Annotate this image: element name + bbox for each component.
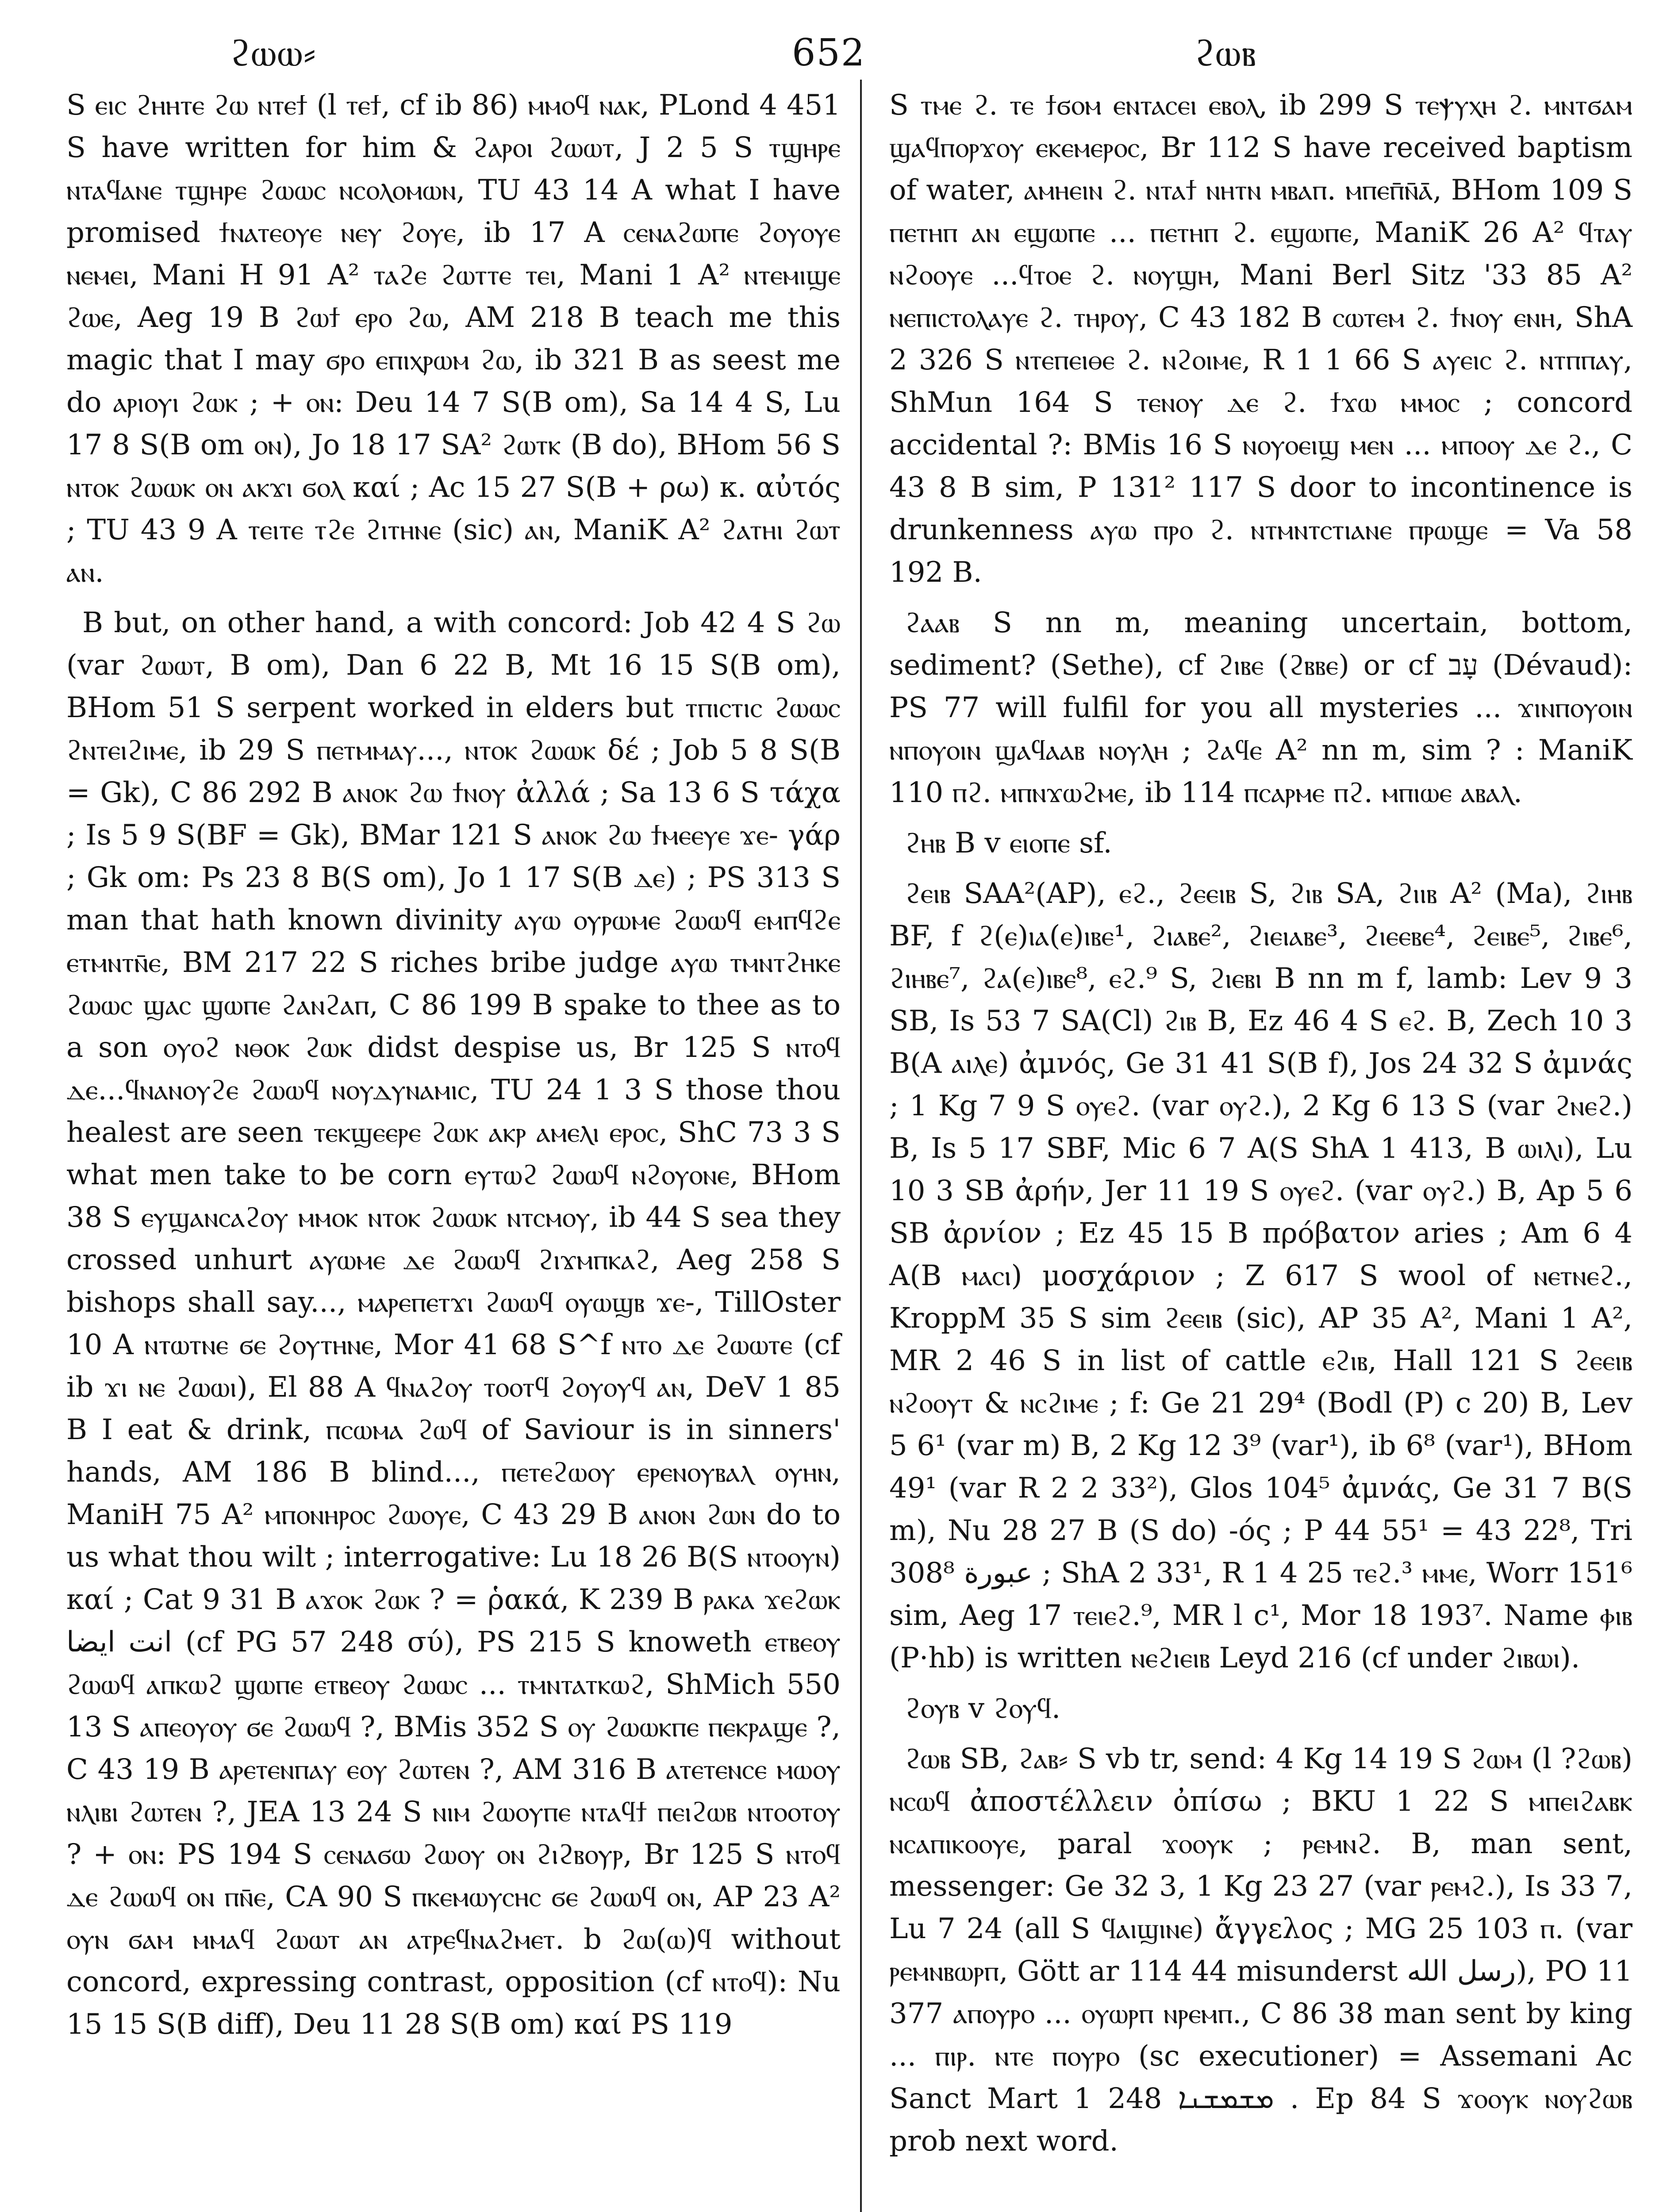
entry-paragraph: B but, on other hand, a with concord: Job 42 4 S ϩⲱ (var ϩⲱⲱⲧ, B om), Dan 6 22 B, Mt 16 15 S(B om), BHom 51 S serpent worked in elders but ⲧⲡⲓⲥⲧⲓⲥ ϩⲱⲱⲥ ϩⲛⲧⲉⲓϩⲓⲙⲉ, ib 29 S ⲡⲉⲧⲙⲙⲁⲩ..., ⲛⲧⲟⲕ ϩⲱⲱⲕ δέ ; Job 5 8 S(B = Gk), C 86 292 B ⲁⲛⲟⲕ ϩⲱ ϯⲛⲟⲩ ἀλλά ; Sa 13 6 S τάχα ; Is 5 9 S(BF = Gk), BMar 121 S ⲁⲛⲟⲕ ϩⲱ ϯⲙⲉⲉⲩⲉ ϫⲉ- γάρ ; Gk om: Ps 23 8 B(S om), Jo 1 17 S(B ⲇⲉ) ; PS 313 S man that hath known divinity ⲁⲩⲱ ⲟⲩⲣⲱⲙⲉ ϩⲱⲱϥ ⲉⲙⲡϥϩⲉ ⲉⲧⲙⲛⲧⲛ̄ⲉ, BM 217 22 S riches bribe judge ⲁⲩⲱ ⲧⲙⲛⲧϩⲏⲕⲉ ϩⲱⲱⲥ ϣⲁⲥ ϣⲱⲡⲉ ϩⲁⲛϩⲁⲡ, C 86 199 B spake to thee as to a son ⲟⲩⲟϩ ⲛⲑⲟⲕ ϩⲱⲕ didst despise us, Br 125 S ⲛⲧⲟϥ ⲇⲉ...ϥⲛⲁⲛⲟⲩϩⲉ ϩⲱⲱϥ ⲛⲟⲩⲇⲩⲛⲁⲙⲓⲥ, TU 24 1 3 S those thou healest are seen ⲧⲉⲕϣⲉⲉⲣⲉ ϩⲱⲕ ⲁⲕⲣ ⲁⲙⲉⲗⲓ ⲉⲣⲟⲥ, ShC 73 3 S what men take to be corn ⲉⲩⲧⲱϩ ϩⲱⲱϥ ⲛϩⲟⲩⲟⲛⲉ, BHom 38 S ⲉⲩϣⲁⲛⲥⲁϩⲟⲩ ⲙⲙⲟⲕ ⲛⲧⲟⲕ ϩⲱⲱⲕ ⲛⲧⲥⲙⲟⲩ, ib 44 S sea they crossed unhurt ⲁⲩⲱⲙⲉ ⲇⲉ ϩⲱⲱϥ ϩⲓϫⲙⲡⲕⲁϩ, Aeg 258 S bishops shall say..., ⲙⲁⲣⲉⲡⲉⲧϫⲓ ϩⲱⲱϥ ⲟⲩⲱϣⲃ ϫⲉ-, TillOster 10 A ⲛⲧⲱⲧⲛⲉ ϭⲉ ϩⲟⲩⲧⲏⲛⲉ, Mor 41 68 S^f ⲛⲧⲟ ⲇⲉ ϩⲱⲱⲧⲉ (cf ib ϫⲓ ⲛⲉ ϩⲱⲱⲓ), El 88 A ϥⲛⲁϩⲟⲩ ⲧⲟⲟⲧϥ ϩⲟⲩⲟⲩϥ ⲁⲛ, DeV 1 85 B I eat & drink, ⲡⲥⲱⲙⲁ ϩⲱϥ of Saviour is in sinners' hands, AM 186 B blind..., ⲡⲉⲧⲉϩⲱⲟⲩ ⲉⲣⲉⲛⲟⲩⲃⲁⲗ ⲟⲩⲏⲛ, ManiH 75 A² ⲙⲡⲟⲛⲏⲣⲟⲥ ϩⲱⲟⲩⲉ, C 43 29 B ⲁⲛⲟⲛ ϩⲱⲛ do to us what thou wilt ; interrogative: Lu 18 26 B(S ⲛⲧⲟⲟⲩⲛ) καί ; Cat 9 31 B ⲁϫⲟⲕ ϩⲱⲕ ? = ῥακά, K 239 B ⲣⲁⲕⲁ ϫⲉϩⲱⲕ انت ايضا (cf PG 57 248 σύ), PS 215 S knoweth ⲉⲧⲃⲉⲟⲩ ϩⲱⲱϥ ⲁⲡⲕⲱϩ ϣⲱⲡⲉ ⲉⲧⲃⲉⲟⲩ ϩⲱⲱⲥ ... ⲧⲙⲛⲧⲁⲧⲕⲱϩ, ShMich 550 13 S ⲁⲡⲉⲟⲩⲟⲩ ϭⲉ ϩⲱⲱϥ ?, BMis 352 S ⲟⲩ ϩⲱⲱⲕⲡⲉ ⲡⲉⲕⲣⲁϣⲉ ?, C 43 19 B ⲁⲣⲉⲧⲉⲛⲡⲁⲩ ⲉⲟⲩ ϩⲱⲧⲉⲛ ?, AM 316 B ⲁⲧⲉⲧⲉⲛⲥⲉ ⲙⲱⲟⲩ ⲛⲗⲓⲃⲓ ϩⲱⲧⲉⲛ ?, JEA 13 24 S ⲛⲓⲙ ϩⲱⲟⲩⲡⲉ ⲛⲧⲁϥϯ ⲡⲉⲓϩⲱⲃ ⲛⲧⲟⲟⲧⲟⲩ ? + ⲟⲛ: PS 194 S ⲥⲉⲛⲁϭⲱ ϩⲱⲟⲩ ⲟⲛ ϩⲓϩⲃⲟⲩⲣ, Br 125 S ⲛⲧⲟϥ ⲇⲉ ϩⲱⲱϥ ⲟⲛ ⲡⲛ̄ⲉ, CA 90 S ⲡⲕⲉⲙⲱⲩⲥⲏⲥ ϭⲉ ϩⲱⲱϥ ⲟⲛ, AP 23 A² ⲟⲩⲛ ϭⲁⲙ ⲙⲙⲁϥ ϩⲱⲱⲧ ⲁⲛ ⲁⲧⲣⲉϥⲛⲁϩⲙⲉⲧ. b ϩⲱ(ⲱ)ϥ without concord, expressing contrast, opposition (cf ⲛⲧⲟϥ): Nu 15 15 S(B diff), Deu 11 28 S(B om) καί PS 119 (66, 607, 841, 2041)
entry-paragraph: S ⲉⲓⲥ ϩⲏⲏⲧⲉ ϩⲱ ⲛⲧⲉϯ (l ⲧⲉϯ, cf ib 86) ⲙⲙⲟϥ ⲛⲁⲕ, PLond 4 451 S have written for him & ϩⲁⲣⲟⲓ ϩⲱⲱⲧ, J 2 5 S ⲧϣⲏⲣⲉ ⲛⲧⲁϥⲁⲛⲉ ⲧϣⲏⲣⲉ ϩⲱⲱⲥ ⲛⲥⲟⲗⲟⲙⲱⲛ, TU 43 14 A what I have promised ϯⲛⲁⲧⲉⲟⲩⲉ ⲛⲉⲩ ϩⲟⲩⲉ, ib 17 A ⲥⲉⲛⲁϩⲱⲡⲉ ϩⲟⲩⲟⲩⲉ ⲛⲉⲙⲉⲓ, Mani H 91 A² ⲧⲁϩⲉ ϩⲱⲧⲧⲉ ⲧⲉⲓ, Mani 1 A² ⲛⲧⲉⲙⲓϣⲉ ϩⲱⲉ, Aeg 19 B ϩⲱϯ ⲉⲣⲟ ϩⲱ, AM 218 B teach me this magic that I may ϭⲣⲟ ⲉⲡⲓⲭⲣⲱⲙ ϩⲱ, ib 321 B as seest me do ⲁⲣⲓⲟⲩⲓ ϩⲱⲕ ; + ⲟⲛ: Deu 14 7 S(B om), Sa 14 4 S, Lu 17 8 S(B om ⲟⲛ), Jo 18 17 SA² ϩⲱⲧⲕ (B do), BHom 56 S ⲛⲧⲟⲕ ϩⲱⲱⲕ ⲟⲛ ⲁⲕϫⲓ ϭⲟⲗ καί ; Ac 15 27 S(B + ρω) κ. αὐτός ; TU 43 9 A ⲧⲉⲓⲧⲉ ⲧϩⲉ ϩⲓⲧⲏⲛⲉ (sic) ⲁⲛ, ManiK A² ϩⲁⲧⲏⲓ ϩⲱⲧ ⲁⲛ. (66, 89, 841, 589)
entry-paragraph: S ⲧⲙⲉ ϩ. ⲧⲉ ϯϭⲟⲙ ⲉⲛⲧⲁⲥⲉⲓ ⲉⲃⲟⲗ, ib 299 S ⲧⲉⲯⲩⲭⲏ ϩ. ⲙⲛⲧϭⲁⲙ ϣⲁϥⲡⲟⲣϫⲟⲩ ⲉⲕⲉⲙⲉⲣⲟⲥ, Br 112 S have received baptism of water, ⲁⲙⲏⲉⲓⲛ ϩ. ⲛⲧⲁϯ ⲛⲏⲧⲛ ⲙⲃⲁⲡ. ⲙⲡⲉⲡ̄ⲛ̄ⲁ̄, BHom 109 S ⲡⲉⲧⲏⲡ ⲁⲛ ⲉϣⲱⲡⲉ ... ⲡⲉⲧⲏⲡ ϩ. ⲉϣⲱⲡⲉ, ManiK 26 A² ϥⲧⲁⲩ ⲛϩⲟⲟⲩⲉ ...ϥⲧⲟⲉ ϩ. ⲛⲟⲩϣⲏ, Mani Berl Sitz '33 85 A² ⲛⲉⲡⲓⲥⲧⲟⲗⲁⲩⲉ ϩ. ⲧⲏⲣⲟⲩ, C 43 182 B ⲥⲱⲧⲉⲙ ϩ. ϯⲛⲟⲩ ⲉⲛⲏ, ShA 2 326 S ⲛⲧⲉⲡⲉⲓⲑⲉ ϩ. ⲛϩⲟⲓⲙⲉ, R 1 1 66 S ⲁⲩⲉⲓⲥ ϩ. ⲛⲧⲡⲡⲁⲩ, ShMun 164 S ⲧⲉⲛⲟⲩ ⲇⲉ ϩ. ϯϫⲱ ⲙⲙⲟⲥ ; concord accidental ?: BMis 16 S ⲛⲟⲩⲟⲉⲓϣ ⲙⲉⲛ ... ⲙⲡⲟⲟⲩ ⲇⲉ ϩ., C 43 8 B sim, P 131² 117 S door to incontinence is drunkenness ⲁⲩⲱ ⲡⲣⲟ ϩ. ⲛⲧⲙⲛⲧⲥⲧⲓⲁⲛⲉ ⲡⲣⲱϣⲉ = Va 58 192 B. (889, 89, 1632, 589)
entry-hib-ref: ϩⲏⲃ B v ⲉⲓⲟⲡⲉ sf. (905, 827, 1112, 860)
column-divider (860, 80, 862, 2212)
entry-houb-ref: ϩⲟⲩⲃ v ϩⲟⲩϥ. (905, 1692, 1061, 1725)
running-head-left: ϩⲱⲱ⸗ (230, 31, 317, 74)
entry-haab: ϩⲁⲁⲃ S nn m, meaning uncertain, bottom, sediment? (Sethe), cf ϩⲓⲃⲉ (ϩⲃⲃⲉ) or cf עָב (Dévaud): PS 77 will fulfil for you all mysteries ... ϫⲓⲛⲡⲟⲩⲟⲓⲛ ⲛⲡⲟⲩⲟⲓⲛ ϣⲁϥⲁⲁⲃ ⲛⲟⲩⲗⲏ ; ϩⲁϥⲉ A² nn m, sim ? : ManiK 110 ⲡϩ. ⲙⲡⲛϫⲱϩⲙⲉ, ib 114 ⲡⲥⲁⲣⲙⲉ ⲡϩ. ⲙⲡⲓⲱⲉ ⲁⲃⲁⲗ. (889, 607, 1632, 809)
left-column (66, 84, 841, 2054)
running-head-right: ϩⲱⲃ (1195, 31, 1257, 74)
entry-heib: ϩⲉⲓⲃ SAA²(AP), ⲉϩ., ϩⲉⲉⲓⲃ S, ϩⲓⲃ SA, ϩⲓⲓⲃ A² (Ma), ϩⲓⲏⲃ BF, f ϩ(ⲉ)ⲓⲁ(ⲉ)ⲓⲃⲉ¹, ϩⲓⲁⲃⲉ², ϩⲓⲉⲓⲁⲃⲉ³, ϩⲓⲉⲉⲃⲉ⁴, ϩⲉⲓⲃⲉ⁵, ϩⲓⲃⲉ⁶, ϩⲓⲏⲃⲉ⁷, ϩⲁ(ⲉ)ⲓⲃⲉ⁸, ⲉϩ.⁹ S, ϩⲓⲉⲃⲓ B nn m f, lamb: Lev 9 3 SB, Is 53 7 SA(Cl) ϩⲓⲃ B, Ez 46 4 S ⲉϩ. B, Zech 10 3 B(A ⲁⲓⲗⲉ) ἀμνός, Ge 31 41 S(B f), Jos 24 32 S ἀμνάς ; 1 Kg 7 9 S ⲟⲩⲉϩ. (var ⲟⲩϩ.), 2 Kg 6 13 S (var ϩⲛⲉϩ.) B, Is 5 17 SBF, Mic 6 7 A(S ShA 1 413, B ⲱⲓⲗⲓ), Lu 10 3 SB ἀρήν, Jer 11 19 S ⲟⲩⲉϩ. (var ⲟⲩϩ.) B, Ap 5 6 SB ἀρνίον ; Ez 45 15 B πρόβατον aries ; Am 6 4 A(B ⲙⲁⲥⲓ) μοσχάριον ; Z 617 S wool of ⲛⲉⲧⲛⲉϩ., KroppM 35 S sim ϩⲉⲉⲓⲃ (sic), AP 35 A², Mani 1 A², MR 2 46 S in list of cattle ⲉϩⲓⲃ, Hall 121 S ϩⲉⲉⲓⲃ ⲛϩⲟⲟⲩⲧ & ⲛⲥϩⲓⲙⲉ ; f: Ge 21 29⁴ (Bodl (P) c 20) B, Lev 5 6¹ (var m) B, 2 Kg 12 3⁹ (var¹), ib 6⁸ (var¹), BHom 49¹ (var R 2 2 33²), Glos 104⁵ ἀμνάς, Ge 31 7 B(S m), Nu 28 27 B (S do) -ός ; P 44 55¹ = 43 22⁸, Tri 308⁸ عبورة ; ShA 2 33¹, R 1 4 25 ⲧⲉϩ.³ ⲙⲙⲉ, Worr 151⁶ sim, Aeg 17 ⲧⲉⲓⲉϩ.⁹, MR l c¹, Mor 18 193⁷. Name ⲫⲓⲃ (P·hb) is written ⲛⲉϩⲓⲉⲓⲃ Leyd 216 (cf under ϩⲓⲃⲱⲓ). (889, 877, 1632, 1674)
right-column (889, 84, 1632, 2170)
entry-hob: ϩⲱⲃ SB, ϩⲁⲃ⸗ S vb tr, send: 4 Kg 14 19 S ϩⲱⲙ (l ?ϩⲱⲃ) ⲛⲥⲱϥ ἀποστέλλειν ὀπίσω ; BKU 1 22 S ⲙⲡⲉⲓϩⲁⲃⲕ ⲛⲥⲁⲡⲓⲕⲟⲟⲩⲉ, paral ϫⲟⲟⲩⲕ ; ⲣⲉⲙⲛϩ. B, man sent, messenger: Ge 32 3, 1 Kg 23 27 (var ⲣⲉⲙϩ.), Is 33 7, Lu 7 24 (all S ϥⲁⲓϣⲓⲛⲉ) ἄγγελος ; MG 25 103 ⲡ. (var ⲣⲉⲙⲛⲃⲱⲣⲡ, Gött ar 114 44 misunderst رسل الله), PO 11 377 ⲁⲡⲟⲩⲣⲟ ... ⲟⲩⲱⲣⲡ ⲛⲣⲉⲙⲡ., C 86 38 man sent by king ... ⲡⲓⲣ. ⲛⲧⲉ ⲡⲟⲩⲣⲟ (sc executioner) = Assemani Ac Sanct Mart 1 248 ܡܫܡܫܢܐ . Ep 84 S ϫⲟⲟⲩⲕ ⲛⲟⲩϩⲱⲃ prob next word. (889, 1743, 1633, 2158)
page-number: 652 (792, 31, 866, 74)
